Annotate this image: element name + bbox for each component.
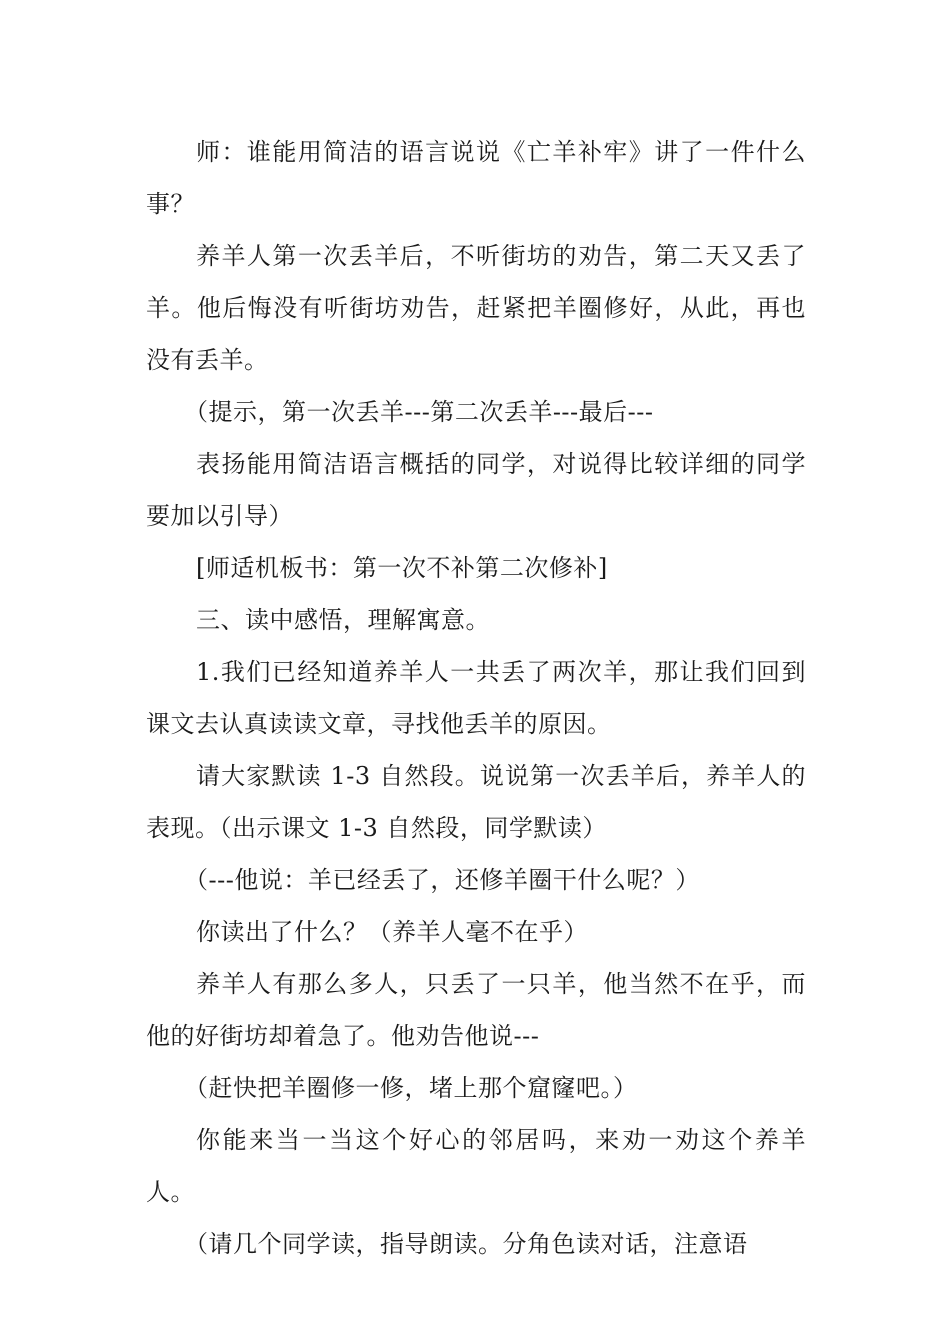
paragraph: 请大家默读 1-3 自然段。说说第一次丢羊后，养羊人的表现。（出示课文 1-3 自然段，同学默读） [146, 762, 806, 842]
paragraph: [师适机板书：第一次不补第二次修补] [196, 554, 608, 582]
paragraph: 养羊人有那么多人，只丢了一只羊，他当然不在乎，而他的好街坊却着急了。他劝告他说--- [146, 970, 806, 1050]
paragraph: 你读出了什么？（养羊人毫不在乎） [196, 918, 588, 946]
paragraph: （请几个同学读，指导朗读。分角色读对话，注意语 [184, 1230, 748, 1258]
paragraph: （提示，第一次丢羊---第二次丢羊---最后--- [184, 398, 654, 426]
paragraph: 表扬能用简洁语言概括的同学，对说得比较详细的同学要加以引导） [146, 450, 806, 530]
paragraph: 1.我们已经知道养羊人一共丢了两次羊，那让我们回到课文去认真读读文章，寻找他丢羊的原因。 [146, 658, 806, 738]
section-heading: 三、读中感悟，理解寓意。 [196, 606, 490, 634]
paragraph: 你能来当一当这个好心的邻居吗，来劝一劝这个养羊人。 [146, 1126, 806, 1206]
paragraph: （---他说：羊已经丢了，还修羊圈干什么呢？） [184, 866, 700, 894]
document-body [146, 126, 806, 1270]
paragraph: 师：谁能用简洁的语言说说《亡羊补牢》讲了一件什么事？ [146, 138, 806, 218]
paragraph: 养羊人第一次丢羊后，不听街坊的劝告，第二天又丢了羊。他后悔没有听街坊劝告，赶紧把羊圈修好，从此，再也没有丢羊。 [146, 242, 806, 374]
paragraph: （赶快把羊圈修一修，堵上那个窟窿吧。） [184, 1074, 638, 1102]
